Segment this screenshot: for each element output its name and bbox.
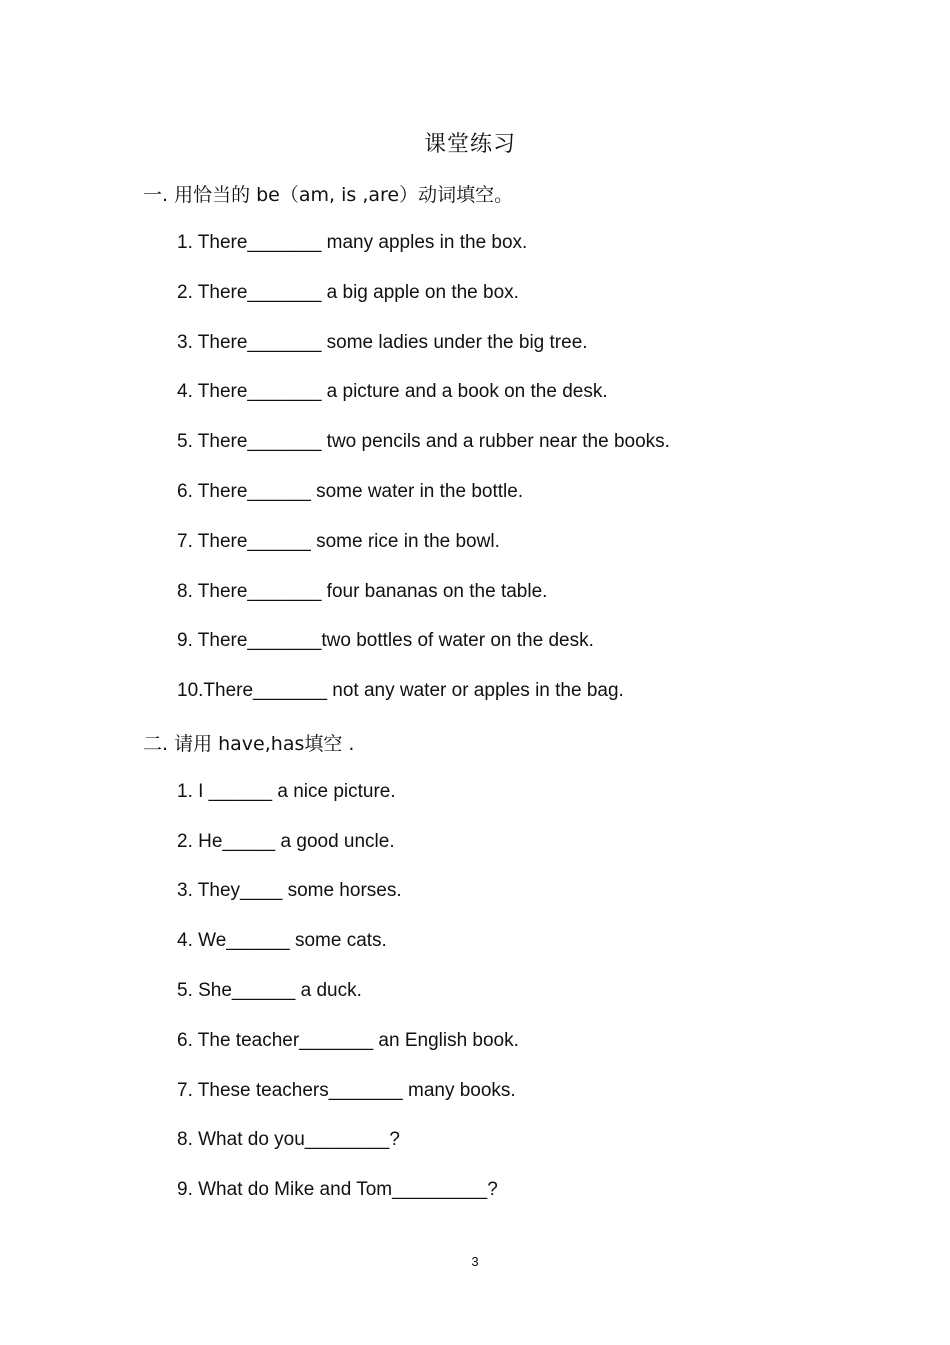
- exercise-1-item: 6. There______ some water in the bottle.: [177, 481, 524, 502]
- page-title: 课堂练习: [423, 132, 516, 157]
- exercise-1-item: 4. There_______ a picture and a book on the desk.: [177, 381, 608, 402]
- page-number: 3: [471, 1254, 479, 1269]
- exercise-2-item: 3. They____ some horses.: [177, 880, 402, 901]
- exercise-2-item: 9. What do Mike and Tom_________?: [177, 1179, 498, 1200]
- exercise-1-item: 10.There_______ not any water or apples in the bag.: [177, 680, 624, 701]
- exercise-2-item: 1. I ______ a nice picture.: [177, 781, 396, 802]
- exercise-1-item: 9. There_______two bottles of water on the desk.: [177, 630, 594, 651]
- section-2-heading: 二. 请用 have,has填空 .: [143, 733, 355, 755]
- exercise-1-item: 7. There______ some rice in the bowl.: [177, 531, 500, 552]
- exercise-2-item: 5. She______ a duck.: [177, 980, 362, 1001]
- exercise-1-item: 3. There_______ some ladies under the big tree.: [177, 332, 588, 353]
- section-1-heading: 一. 用恰当的 be（am, is ,are）动词填空。: [143, 184, 514, 206]
- exercise-2-item: 2. He_____ a good uncle.: [177, 831, 395, 852]
- exercise-1-item: 1. There_______ many apples in the box.: [177, 232, 528, 253]
- exercise-2-item: 4. We______ some cats.: [177, 930, 387, 951]
- exercise-2-item: 8. What do you________?: [177, 1129, 400, 1150]
- exercise-2-item: 7. These teachers_______ many books.: [177, 1080, 516, 1101]
- exercise-2-item: 6. The teacher_______ an English book.: [177, 1030, 519, 1051]
- exercise-1-item: 8. There_______ four bananas on the table.: [177, 581, 548, 602]
- exercise-1-item: 2. There_______ a big apple on the box.: [177, 282, 519, 303]
- exercise-1-item: 5. There_______ two pencils and a rubber near the books.: [177, 431, 670, 452]
